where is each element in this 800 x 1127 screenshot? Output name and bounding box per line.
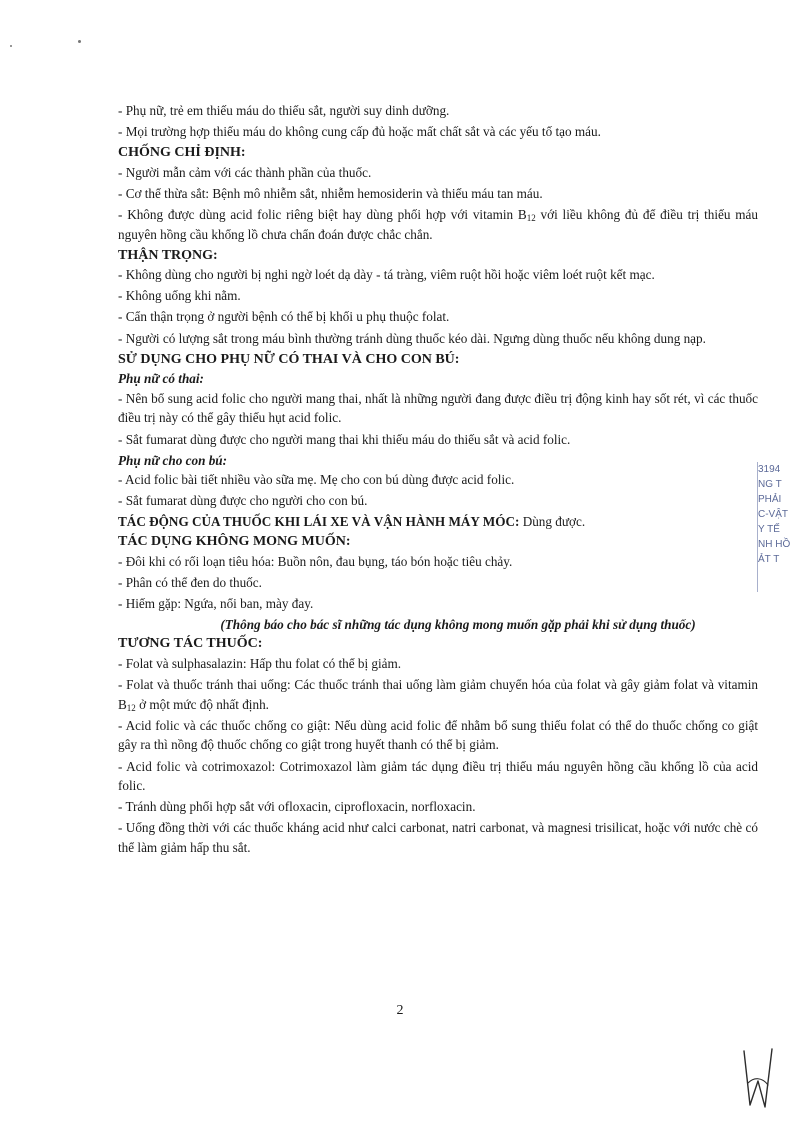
interaction-text-after: ở một mức độ nhất định. (135, 696, 269, 712)
driving-heading: TÁC ĐỘNG CỦA THUỐC KHI LÁI XE VÀ VẬN HÀNH MÁY MÓC: (118, 514, 520, 530)
interaction-text-before: - Folat và thuốc tránh thai uống: Các thuốc tránh thai uống làm giảm chuyển hóa của folat và gây giảm folat và vitamin B (118, 677, 758, 712)
stamp-fragment: C-VẬT (758, 509, 788, 520)
precaution-bullet-2: - Không uống khi nằm. (118, 288, 241, 304)
stamp-fragment: 3194 (758, 464, 781, 475)
nursing-bullet-1: - Acid folic bài tiết nhiều vào sữa mẹ. Mẹ cho con bú dùng được acid folic. (118, 472, 515, 488)
stamp-fragment: PHẢI (758, 494, 782, 505)
intro-bullet-2: - Mọi trường hợp thiếu máu do không cung cấp đủ hoặc mất chất sắt và các yếu tố tạo máu. (118, 124, 601, 140)
pregnancy-heading: SỬ DỤNG CHO PHỤ NỮ CÓ THAI VÀ CHO CON BÚ: (118, 351, 460, 367)
side-effects-note: (Thông báo cho bác sĩ những tác dụng không mong muốn gặp phải khi sử dụng thuốc) (220, 616, 696, 632)
intro-bullet-1: - Phụ nữ, trẻ em thiếu máu do thiếu sắt, người suy dinh dưỡng. (118, 103, 450, 118)
pregnant-subheading: Phụ nữ có thai: (118, 371, 204, 387)
interaction-bullet-4: - Acid folic và cotrimoxazol: Cotrimoxazol làm giảm tác dụng điều trị thiếu máu nguyên hồng cầu khổng lồ của acid folic. (118, 758, 758, 794)
side-effect-bullet-2: - Phân có thể đen do thuốc. (118, 574, 262, 590)
stamp-fragment: NH HỒ (758, 539, 791, 550)
nursing-subheading: Phụ nữ cho con bú: (118, 452, 228, 468)
driving-text: Dùng được. (519, 514, 586, 530)
scan-speck (10, 45, 12, 47)
document-body (118, 101, 758, 859)
pregnant-bullet-1: - Nên bổ sung acid folic cho người mang thai, nhất là những người đang được điều trị động kinh hay sốt rét, vì các thuốc điều trị này có thể gây thiếu hụt acid folic. (118, 390, 758, 426)
contraindication-bullet-3 (118, 205, 758, 244)
pregnant-bullet-2: - Sắt fumarat dùng được cho người mang thai khi thiếu máu do thiếu sắt và acid folic. (118, 431, 571, 447)
stamp-fragment: ẢT T (758, 554, 780, 565)
page-number: 2 (396, 1003, 404, 1018)
nursing-bullet-2: - Sắt fumarat dùng được cho người cho con bú. (118, 493, 368, 509)
contraindications-heading: CHỐNG CHỈ ĐỊNH: (118, 145, 246, 161)
signature-initials (738, 1043, 778, 1113)
folic-text-after: với liều không đủ để điều trị thiếu máu nguyên hồng cầu khổng lồ chưa chẩn đoán được chắc chắn. (118, 206, 759, 242)
driving-paragraph (118, 512, 758, 532)
side-effects-heading: TÁC DỤNG KHÔNG MONG MUỐN: (118, 533, 351, 549)
stamp-fragment: NG T (758, 479, 782, 490)
interaction-bullet-3: - Acid folic và các thuốc chống co giật: Nếu dùng acid folic để nhằm bổ sung thiếu folat có thể do thuốc chống co giật gây ra thì nồng độ thuốc chống co giật trong huyết thanh có thể bị giảm. (118, 717, 758, 753)
vitamin-subscript: 12 (126, 702, 136, 713)
precaution-bullet-1: - Không dùng cho người bị nghi ngờ loét dạ dày - tá tràng, viêm ruột hồi hoặc viêm loét ruột kết mạc. (118, 267, 655, 283)
partial-stamp (757, 462, 800, 592)
contraindication-bullet-1: - Người mẫn cảm với các thành phần của thuốc. (118, 164, 372, 180)
interaction-bullet-2 (118, 675, 758, 714)
interaction-bullet-5: - Tránh dùng phối hợp sắt với ofloxacin, ciprofloxacin, norfloxacin. (118, 799, 476, 815)
side-effect-bullet-1: - Đôi khi có rối loạn tiêu hóa: Buồn nôn, đau bụng, táo bón hoặc tiêu chảy. (118, 553, 513, 569)
precaution-bullet-3: - Cẩn thận trọng ở người bệnh có thể bị khối u phụ thuộc folat. (118, 309, 450, 325)
precautions-heading: THẬN TRỌNG: (118, 247, 218, 263)
interaction-bullet-1: - Folat và sulphasalazin: Hấp thu folat có thể bị giảm. (118, 656, 402, 672)
scan-speck (78, 40, 81, 43)
interaction-bullet-6: - Uống đồng thời với các thuốc kháng acid như calci carbonat, natri carbonat, và magnesi trisilicat, hoặc với nước chè có thể làm giảm hấp thu sắt. (118, 820, 758, 855)
vitamin-subscript: 12 (526, 212, 536, 223)
folic-text-before: - Không được dùng acid folic riêng biệt hay dùng phối hợp với vitamin B (118, 206, 527, 222)
stamp-fragment: Y TẾ (758, 524, 780, 535)
contraindication-bullet-2: - Cơ thể thừa sắt: Bệnh mô nhiễm sắt, nhiễm hemosiderin và thiếu máu tan máu. (118, 185, 543, 201)
side-effect-bullet-3: - Hiếm gặp: Ngứa, nổi ban, mày đay. (118, 595, 314, 611)
interactions-heading: TƯƠNG TÁC THUỐC: (118, 636, 263, 652)
precaution-bullet-4: - Người có lượng sắt trong máu bình thường tránh dùng thuốc kéo dài. Ngưng dùng thuốc nếu không dung nạp. (118, 330, 706, 346)
